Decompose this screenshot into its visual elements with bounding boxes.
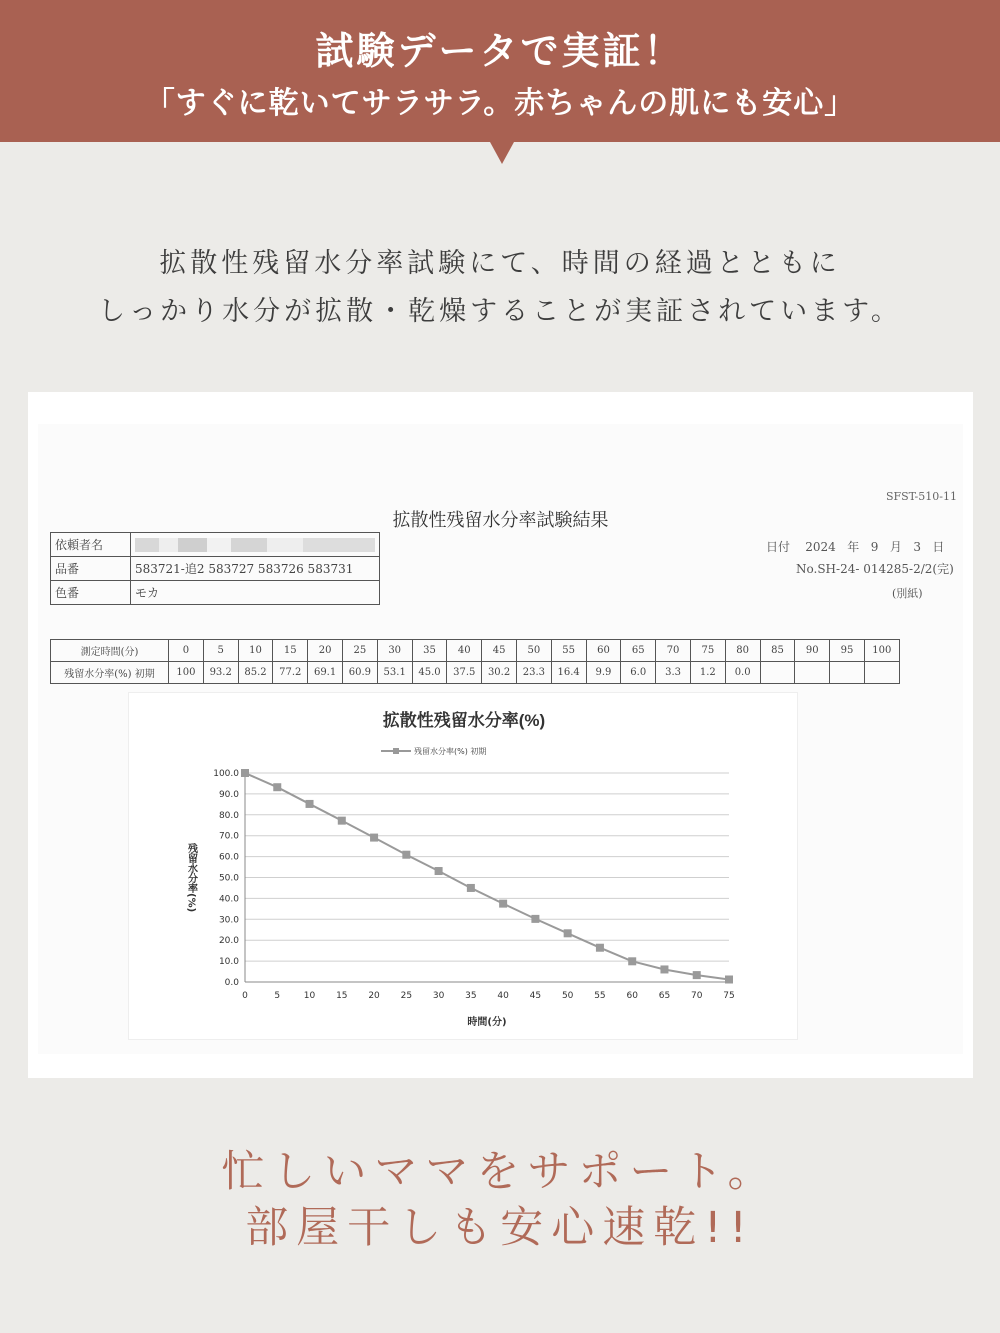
chart-svg xyxy=(129,693,799,1041)
year-suffix: 年 xyxy=(847,540,860,554)
data-point xyxy=(564,929,572,937)
time-header: 測定時間(分) xyxy=(51,640,169,662)
rate-cell: 60.9 xyxy=(342,662,377,684)
y-tick-label: 10.0 xyxy=(218,957,239,968)
data-point xyxy=(467,884,475,892)
bottom-line-1: 忙しいママをサポート。 xyxy=(221,1147,779,1197)
report-code: SFST-510-11 xyxy=(885,490,957,503)
x-tick-label: 30 xyxy=(432,991,445,1001)
rate-cell: 85.2 xyxy=(238,662,273,684)
x-tick-label: 20 xyxy=(368,991,380,1001)
y-tick-label: 0.0 xyxy=(224,978,239,988)
y-tick-label: 20.0 xyxy=(218,936,239,947)
intro-text xyxy=(0,240,1000,336)
banner-arrow-icon xyxy=(490,142,514,164)
data-table xyxy=(50,639,900,684)
x-tick-label: 40 xyxy=(497,991,509,1001)
time-cell: 15 xyxy=(273,640,308,662)
intro-line-2: しっかり水分が拡散・乾燥することが実証されています。 xyxy=(98,296,902,327)
data-point xyxy=(370,834,378,842)
rate-cell: 30.2 xyxy=(482,662,517,684)
y-axis-label: 残留水分率(%) xyxy=(185,843,197,913)
data-point xyxy=(273,783,281,791)
info-row xyxy=(51,581,380,605)
report-title: 拡散性残留水分率試験結果 xyxy=(392,510,609,531)
test-report-document xyxy=(28,392,973,1078)
time-cell: 85 xyxy=(760,640,795,662)
rate-cell: 69.1 xyxy=(308,662,343,684)
rate-cell: 23.3 xyxy=(516,662,551,684)
month-suffix: 月 xyxy=(889,540,902,554)
rate-cell xyxy=(864,662,899,684)
y-tick-label: 40.0 xyxy=(218,894,239,905)
banner-title: 試験データで実証！ xyxy=(315,29,685,73)
header-banner xyxy=(0,0,1000,142)
time-cell: 95 xyxy=(830,640,865,662)
rate-header: 残留水分率(%) 初期 xyxy=(51,662,169,684)
rate-cell: 53.1 xyxy=(377,662,412,684)
line-chart xyxy=(128,692,798,1040)
rate-cell: 3.3 xyxy=(656,662,691,684)
time-cell: 65 xyxy=(621,640,656,662)
x-tick-label: 0 xyxy=(242,991,248,1001)
legend-marker xyxy=(393,748,399,754)
x-tick-label: 45 xyxy=(529,991,542,1001)
legend-label: 残留水分率(%) 初期 xyxy=(414,747,487,756)
y-tick-label: 80.0 xyxy=(218,810,239,821)
x-tick-label: 25 xyxy=(400,991,413,1001)
intro-line-1: 拡散性残留水分率試験にて、時間の経過とともに xyxy=(159,248,841,279)
rate-cell: 100 xyxy=(169,662,204,684)
day-suffix: 日 xyxy=(932,540,945,554)
rate-cell xyxy=(795,662,830,684)
time-cell: 20 xyxy=(308,640,343,662)
x-tick-label: 60 xyxy=(626,991,638,1001)
series-line xyxy=(245,773,729,979)
x-tick-label: 5 xyxy=(274,991,281,1001)
data-point xyxy=(306,800,314,808)
time-row xyxy=(51,640,900,662)
info-row xyxy=(51,533,380,557)
y-tick-label: 70.0 xyxy=(218,831,239,842)
info-row xyxy=(51,557,380,581)
data-point xyxy=(241,769,249,777)
time-cell: 100 xyxy=(864,640,899,662)
date-month: 9 xyxy=(870,540,879,554)
date-day: 3 xyxy=(913,540,921,554)
data-point xyxy=(338,817,346,825)
x-axis-label: 時間(分) xyxy=(467,1017,507,1028)
time-cell: 30 xyxy=(377,640,412,662)
x-tick-label: 50 xyxy=(561,991,574,1001)
x-tick-label: 15 xyxy=(336,991,348,1001)
y-tick-label: 90.0 xyxy=(218,789,239,800)
date-year: 2024 xyxy=(805,540,836,554)
info-table xyxy=(50,532,380,605)
data-point xyxy=(660,965,668,973)
x-tick-label: 65 xyxy=(658,991,671,1001)
data-point xyxy=(596,944,604,952)
info-value: 583721-追2 583727 583726 583731 xyxy=(131,557,380,581)
time-cell: 5 xyxy=(203,640,238,662)
data-point xyxy=(402,851,410,859)
y-tick-label: 50.0 xyxy=(218,873,239,884)
attachment-label: (別紙) xyxy=(892,587,923,600)
y-tick-label: 30.0 xyxy=(218,915,239,926)
report-date xyxy=(766,538,944,555)
time-cell: 60 xyxy=(586,640,621,662)
report-number: No.SH-24- 014285-2/2(完) xyxy=(796,562,954,576)
time-cell: 55 xyxy=(551,640,586,662)
time-cell: 80 xyxy=(725,640,760,662)
time-cell: 50 xyxy=(516,640,551,662)
rate-cell: 0.0 xyxy=(725,662,760,684)
x-tick-label: 10 xyxy=(303,991,316,1001)
time-cell: 45 xyxy=(482,640,517,662)
time-cell: 70 xyxy=(656,640,691,662)
client-name-redacted xyxy=(131,533,380,557)
rate-cell: 6.0 xyxy=(621,662,656,684)
data-point xyxy=(693,971,701,979)
time-cell: 10 xyxy=(238,640,273,662)
data-point xyxy=(499,900,507,908)
y-tick-label: 60.0 xyxy=(218,852,239,863)
y-tick-label: 100.0 xyxy=(213,769,239,779)
time-cell: 0 xyxy=(169,640,204,662)
rate-cell: 45.0 xyxy=(412,662,447,684)
time-cell: 25 xyxy=(342,640,377,662)
info-label: 依頼者名 xyxy=(51,533,131,557)
time-cell: 35 xyxy=(412,640,447,662)
rate-cell: 93.2 xyxy=(203,662,238,684)
x-tick-label: 55 xyxy=(594,991,606,1001)
info-value: モカ xyxy=(131,581,380,605)
time-cell: 75 xyxy=(690,640,725,662)
rate-cell xyxy=(760,662,795,684)
x-tick-label: 70 xyxy=(691,991,703,1001)
bottom-line-2: 部屋干しも安心速乾!! xyxy=(245,1203,755,1253)
info-label: 品番 xyxy=(51,557,131,581)
rate-cell xyxy=(830,662,865,684)
rate-cell: 77.2 xyxy=(273,662,308,684)
info-label: 色番 xyxy=(51,581,131,605)
data-point xyxy=(435,867,443,875)
banner-subtitle: 「すぐに乾いてサラサラ。赤ちゃんの肌にも安心」 xyxy=(144,86,856,121)
rate-cell: 37.5 xyxy=(447,662,482,684)
date-label: 日付 xyxy=(766,540,791,554)
rate-cell: 1.2 xyxy=(690,662,725,684)
rate-cell: 9.9 xyxy=(586,662,621,684)
rate-row xyxy=(51,662,900,684)
data-point xyxy=(725,975,733,983)
x-tick-label: 75 xyxy=(723,991,735,1001)
time-cell: 90 xyxy=(795,640,830,662)
chart-title: 拡散性残留水分率(%) xyxy=(382,711,546,730)
time-cell: 40 xyxy=(447,640,482,662)
rate-cell: 16.4 xyxy=(551,662,586,684)
x-tick-label: 35 xyxy=(465,991,477,1001)
data-point xyxy=(531,915,539,923)
data-point xyxy=(628,957,636,965)
